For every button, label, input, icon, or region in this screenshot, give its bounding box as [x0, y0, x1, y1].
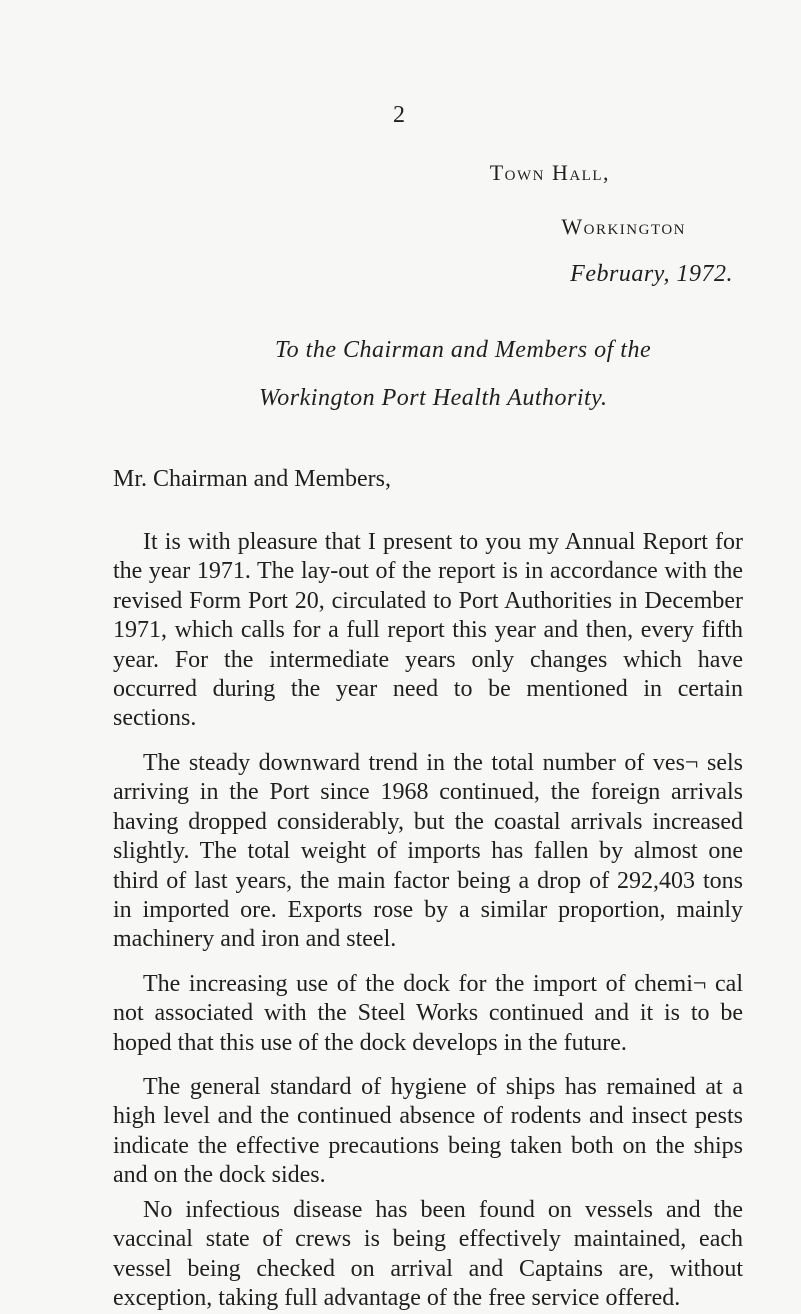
paragraph-annual-report: It is with pleasure that I present to you my Annual Report for the year 1971. The lay-out of the report is in accordance with the revised Form Port 20, circulated to Port Authorities in December 1971, which calls for a full report this year and then, every fifth year. For the intermediate years only changes which have occurred during the year need to be mentioned in certain sections.: [113, 529, 743, 732]
addressee-line-2: Workington Port Health Authority.: [259, 385, 608, 411]
page-number: 2: [393, 102, 405, 128]
paragraph-vessel-trends: The steady downward trend in the total number of ves¬ sels arriving in the Port since 1968 continued, the foreign arrivals having dropped considerably, but the coastal arrivals increased slightly. The total weight of imports has fallen by almost one third of last years, the main factor being a drop of 292,403 tons in imported ore. Exports rose by a similar proportion, mainly machinery and iron and steel.: [113, 750, 743, 953]
sender-address-line-2: Workington: [561, 214, 686, 239]
paragraph-hygiene: The general standard of hygiene of ships has remained at a high level and the continued absence of rodents and insect pests indicate the effective precautions being taken both on the ships and on the dock sides.: [113, 1074, 743, 1189]
addressee-line-1: To the Chairman and Members of the: [275, 337, 652, 363]
paragraph-infectious-disease: No infectious disease has been found on vessels and the vaccinal state of crews is being effectively maintained, each vessel being checked on arrival and Captains are, without exception, taking full advantage of the free service offered.: [113, 1197, 743, 1312]
letter-date: February, 1972.: [570, 261, 733, 287]
paragraph-chemical-imports: The increasing use of the dock for the import of chemi¬ cal not associated with the Steel Works continued and it is to be hoped that this use of the dock develops in the future.: [113, 971, 743, 1056]
sender-address-line-1: Town Hall,: [489, 160, 610, 185]
salutation: Mr. Chairman and Members,: [113, 466, 391, 492]
